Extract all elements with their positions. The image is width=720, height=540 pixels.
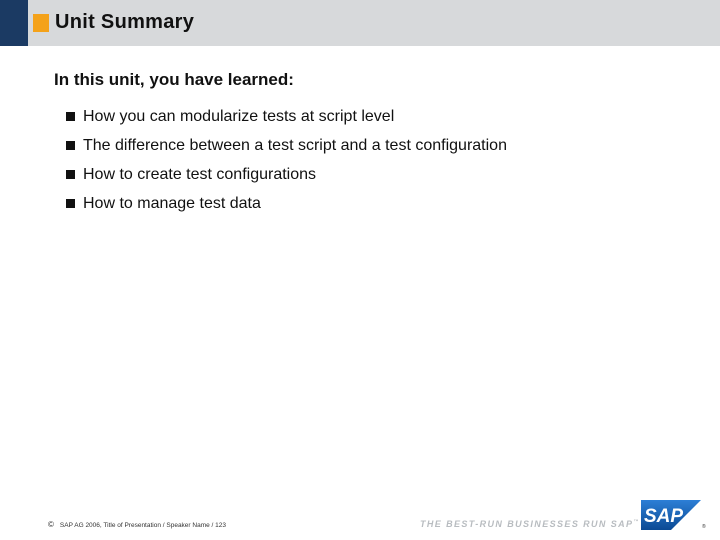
list-item-text: How to create test configurations <box>83 165 317 183</box>
list-item <box>66 160 507 189</box>
square-bullet-icon <box>66 112 75 121</box>
intro-text: In this unit, you have learned: <box>54 70 294 89</box>
list-item <box>66 189 507 218</box>
list-item-text: How to manage test data <box>83 194 261 212</box>
square-bullet-icon <box>66 199 75 208</box>
header-accent-orange <box>33 14 49 32</box>
list-item <box>66 102 507 131</box>
registered-symbol: ® <box>702 524 706 530</box>
sap-logo <box>641 500 701 530</box>
square-bullet-icon <box>66 170 75 179</box>
copyright-text: SAP AG 2006, Title of Presentation / Speaker Name / 123 <box>59 522 226 529</box>
square-bullet-icon <box>66 141 75 150</box>
sap-logo-text: SAP <box>644 506 684 527</box>
bullet-list <box>66 102 507 218</box>
list-item <box>66 131 507 160</box>
list-item-text: How you can modularize tests at script level <box>83 107 395 125</box>
tagline-text: THE BEST-RUN BUSINESSES RUN SAP <box>420 519 634 529</box>
copyright-symbol: © <box>48 520 54 529</box>
footer-copyright <box>48 520 226 529</box>
header-bar <box>0 0 720 46</box>
page-title: Unit Summary <box>55 11 195 33</box>
footer-tagline <box>420 519 638 529</box>
trademark-symbol: ™ <box>633 519 639 525</box>
header-accent-navy <box>0 0 28 46</box>
list-item-text: The difference between a test script and a test configuration <box>83 136 507 154</box>
